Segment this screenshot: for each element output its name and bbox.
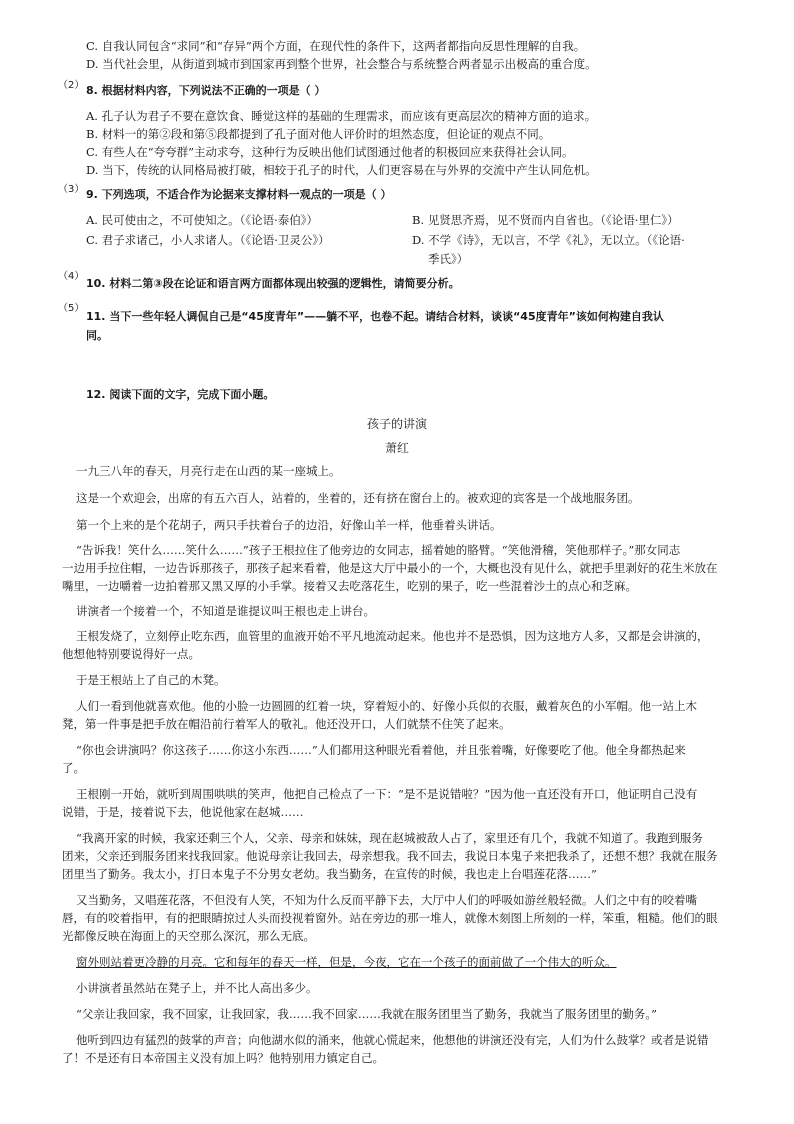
passage-paragraph: 人们一看到他就喜欢他。他的小脸一边圆圆的红着一块，穿着短小的、好像小兵似的衣服，戴着灰色的小军帽。他一站上木 [76, 699, 697, 713]
q7-option-c: C. 自我认同包含“求同”和“存异”两个方面，在现代性的条件下，这两者都指向反思性理解的自我。 [86, 39, 586, 53]
passage-paragraph: 又当勤务，又唱莲花落，不但没有人笑，不知为什么反而平静下去，大厅中人们的呼吸如游丝般轻微。人们之中有的咬着嘴 [76, 893, 697, 907]
passage-paragraph: 小讲演者虽然站在凳子上，并不比人高出多少。 [76, 981, 318, 995]
q9-stem: 9. 下列选项，不适合作为论据来支撑材料一观点的一项是（ ） [86, 188, 392, 201]
q9-option-d: D. 不学《诗》，无以言，不学《礼》，无以立。（《论语· [412, 233, 685, 247]
passage-paragraph-cont: 唇，有的咬着指甲，有的把眼睛掠过人头而投视着窗外。站在旁边的那一堆人，就像木刻图上所刻的一样，笨重，粗糙。他们的眼 [62, 911, 718, 925]
passage-paragraph-cont: 团里当了勤务。我太小，打日本鬼子不分男女老幼。我当勤务，在宣传的时候，我也走上台唱莲花落……” [62, 867, 597, 881]
q11-stem-cont: 同。 [86, 329, 108, 342]
passage-paragraph-cont: 凳，第一件事是把手放在帽沿前行着军人的敬礼。他还没开口，人们就禁不住笑了起来。 [62, 717, 511, 731]
q8-subnumber: （2） [58, 80, 85, 91]
passage-paragraph: “告诉我！笑什么……笑什么……”孩子王根拉住了他旁边的女同志，摇着她的胳臂。“笑他滑稽，笑他那样子。”那女同志 [76, 543, 681, 557]
q11-subnumber: （5） [58, 303, 85, 314]
passage-paragraph: “父亲让我回家，我不回家，让我回家，我……我不回家……我就在服务团里当了勤务，我就当了服务团里的勤务。” [76, 1007, 658, 1021]
q9-option-d-cont: 季氏》） [428, 252, 469, 266]
q11-stem: 11. 当下一些年轻人调侃自己是“45度青年”——躺不平，也卷不起。请结合材料，谈谈“45度青年”该如何构建自我认 [86, 310, 664, 323]
passage-paragraph-cont: 了。 [62, 761, 85, 775]
q8-stem: 8. 根据材料内容，下列说法不正确的一项是（ ） [86, 84, 326, 97]
q8-option-a: A. 孔子认为君子不要在意饮食、睡觉这样的基础的生理需求，而应该有更高层次的精神方面的追求。 [86, 109, 597, 123]
q10-stem: 10. 材料二第③段在论证和语言两方面都体现出较强的逻辑性，请简要分析。 [86, 277, 460, 290]
passage-paragraph: 于是王根站上了自己的木凳。 [76, 673, 226, 687]
passage-paragraph-cont: 嘴里，一边嚼着一边拍着那又黑又厚的小手掌。接着又去吃落花生，吃别的果子，吃一些混着沙土的点心和芝麻。 [62, 579, 637, 593]
passage-paragraph: “我离开家的时候，我家还剩三个人，父亲、母亲和妹妹，现在赵城被敌人占了，家里还有几个，我就不知道了。我跑到服务 [76, 831, 703, 845]
passage-paragraph: 王根发烧了，立刻停止吃东西，血管里的血液开始不平凡地流动起来。他也并不是恐惧，因为这地方人多，又都是会讲演的， [76, 629, 709, 643]
passage-paragraph-cont: 说错，于是，接着说下去，他说他家在赵城…… [62, 805, 304, 819]
passage-paragraph-cont: 了！不是还有日本帝国主义没有加上吗？他特别用力镇定自己。 [62, 1051, 384, 1065]
q8-option-d: D. 当下，传统的认同格局被打破，相较于孔子的时代，人们更容易在与外界的交流中产生认同危机。 [86, 163, 597, 177]
passage-paragraph: 这是一个欢迎会，出席的有五六百人，站着的，坐着的，还有挤在窗台上的。被欢迎的宾客是一个战地服务团。 [76, 491, 640, 505]
passage-paragraph: 他听到四边有猛烈的鼓掌的声音；向他湖水似的涌来，他就心慌起来，他想他的讲演还没有完，人们为什么鼓掌？或者是说错 [76, 1033, 709, 1047]
passage-paragraph: 一九三八年的春天，月亮行走在山西的某一座城上。 [76, 464, 341, 478]
passage-paragraph: “你也会讲演吗？你这孩子……你这小东西……”人们都用这种眼光看着他，并且张着嘴，好像要吃了他。他全身都热起来 [76, 743, 686, 757]
passage-underlined-sentence: 窗外则站着更冷静的月亮。它和每年的春天一样，但是，今夜，它在一个孩子的面前做了一个伟大的听众。 [76, 955, 617, 969]
passage-paragraph-cont: 一边用手拉住帽，一边告诉那孩子，那孩子起来看着，他是这大厅中最小的一个，大概也没有见什么，就把手里剥好的花生米放在 [62, 561, 718, 575]
passage-paragraph: 讲演者一个接着一个，不知道是谁提议叫王根也走上讲台。 [76, 604, 375, 618]
q10-subnumber: （4） [58, 271, 85, 282]
q9-subnumber: （3） [58, 184, 85, 195]
passage-paragraph-cont: 光都像反映在海面上的天空那么深沉，那么无底。 [62, 929, 315, 943]
passage-author: 萧红 [384, 441, 409, 455]
q9-option-b: B. 见贤思齐焉，见不贤而内自省也。（《论语·里仁》） [412, 213, 679, 227]
q9-option-c: C. 君子求诸己，小人求诸人。（《论语·卫灵公》） [86, 233, 330, 247]
passage-paragraph: 王根刚一开始，就听到周围哄哄的笑声，他把自己检点了一下：“是不是说错啦？”因为他一直还没有开口，他证明自己没有 [76, 787, 698, 801]
q8-option-c: C. 有些人在“夸夸群”主动求夸，这种行为反映出他们试图通过他者的积极回应来获得社会认同。 [86, 145, 574, 159]
q8-option-b: B. 材料一的第②段和第⑤段都提到了孔子面对他人评价时的坦然态度，但论证的观点不同。 [86, 127, 551, 141]
passage-paragraph-cont: 他想他特别要说得好一点。 [62, 647, 200, 661]
q7-option-d: D. 当代社会里，从街道到城市到国家再到整个世界，社会整合与系统整合两者显示出极高的重合度。 [86, 57, 597, 71]
q9-option-a: A. 民可使由之，不可使知之。（《论语·泰伯》） [86, 213, 319, 227]
q12-stem: 12. 阅读下面的文字，完成下面小题。 [86, 388, 275, 401]
passage-paragraph-cont: 团来，父亲还到服务团来找我回家。他说母亲让我回去，母亲想我。我不回去，我说日本鬼子来把我杀了，还想不想？我就在服务 [62, 849, 718, 863]
passage-title: 孩子的讲演 [366, 417, 427, 431]
passage-paragraph: 第一个上来的是个花胡子，两只手扶着台子的边沿，好像山羊一样，他垂着头讲话。 [76, 518, 502, 532]
